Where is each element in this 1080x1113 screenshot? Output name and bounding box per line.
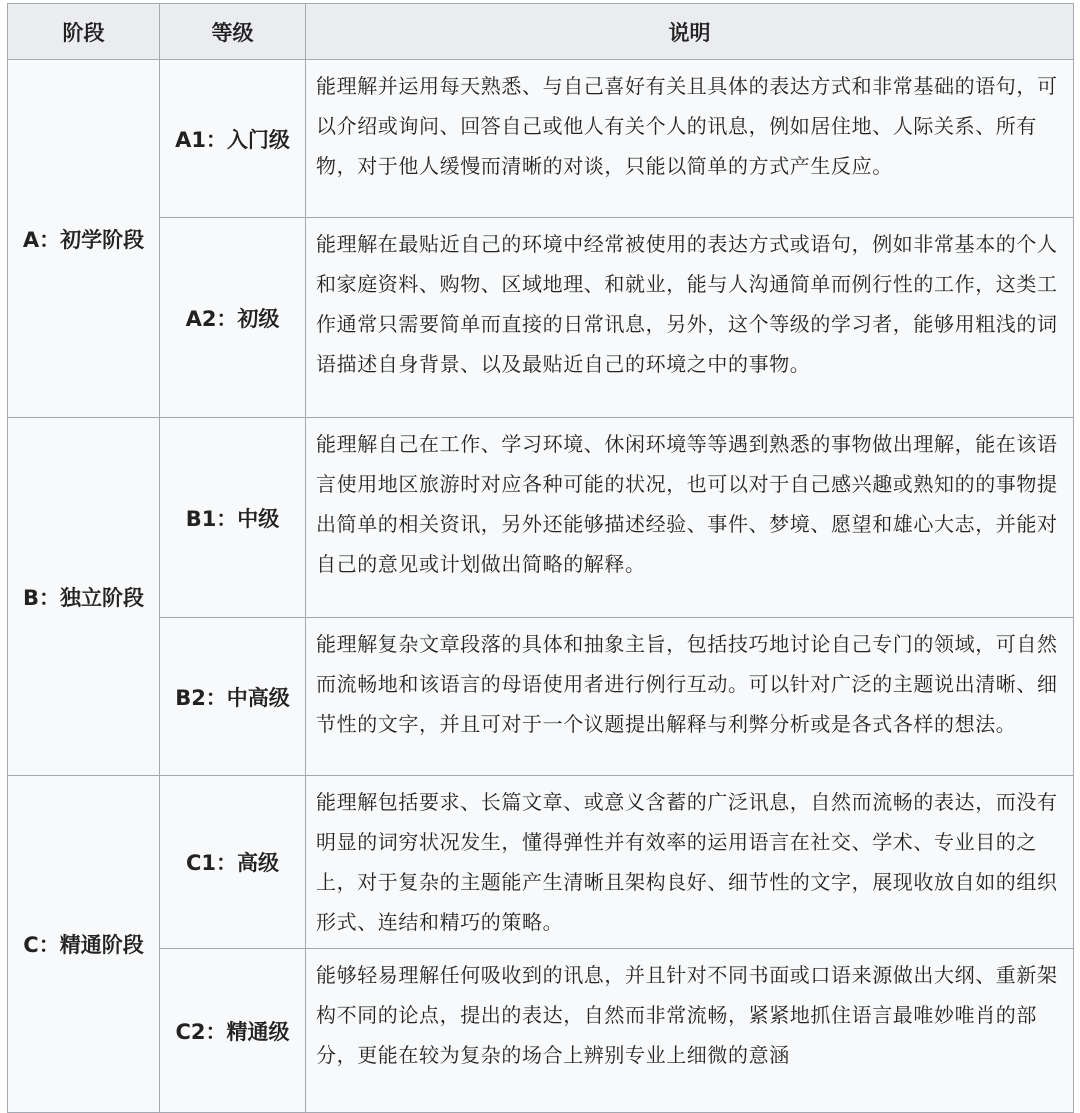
level-cell-c2: C2：精通级 xyxy=(160,949,306,1113)
description-cell-b1: 能理解自己在工作、学习环境、休闲环境等等遇到熟悉的事物做出理解，能在该语言使用地区旅游时对应各种可能的状况，也可以对于自己感兴趣或熟知的的事物提出简单的相关资讯，另外还能够描述经验、事件、梦境、愿望和雄心大志，并能对自己的意见或计划做出简略的解释。 xyxy=(306,418,1074,618)
level-cell-c1: C1：高级 xyxy=(160,776,306,949)
table-row xyxy=(8,949,1074,1113)
table-row xyxy=(8,60,1074,218)
level-cell-b1: B1：中级 xyxy=(160,418,306,618)
description-cell-a2: 能理解在最贴近自己的环境中经常被使用的表达方式或语句，例如非常基本的个人和家庭资料、购物、区域地理、和就业，能与人沟通简单而例行性的工作，这类工作通常只需要简单而直接的日常讯息，另外，这个等级的学习者，能够用粗浅的词语描述自身背景、以及最贴近自己的环境之中的事物。 xyxy=(306,218,1074,418)
level-cell-b2: B2：中高级 xyxy=(160,618,306,776)
table-row xyxy=(8,776,1074,949)
header-level: 等级 xyxy=(160,4,306,60)
stage-cell-a: A：初学阶段 xyxy=(8,60,160,418)
header-description: 说明 xyxy=(306,4,1074,60)
header-stage: 阶段 xyxy=(8,4,160,60)
cefr-levels-table xyxy=(7,3,1074,1113)
stage-cell-b: B：独立阶段 xyxy=(8,418,160,776)
level-cell-a2: A2：初级 xyxy=(160,218,306,418)
header-row xyxy=(8,4,1074,60)
description-cell-b2: 能理解复杂文章段落的具体和抽象主旨，包括技巧地讨论自己专门的领域，可自然而流畅地和该语言的母语使用者进行例行互动。可以针对广泛的主题说出清晰、细节性的文字，并且可对于一个议题提出解释与利弊分析或是各式各样的想法。 xyxy=(306,618,1074,776)
stage-cell-c: C：精通阶段 xyxy=(8,776,160,1113)
table-row xyxy=(8,418,1074,618)
description-cell-c1: 能理解包括要求、长篇文章、或意义含蓄的广泛讯息，自然而流畅的表达，而没有明显的词穷状况发生，懂得弹性并有效率的运用语言在社交、学术、专业目的之上，对于复杂的主题能产生清晰且架构良好、细节性的文字，展现收放自如的组织形式、连结和精巧的策略。 xyxy=(306,776,1074,949)
table-row xyxy=(8,618,1074,776)
level-cell-a1: A1：入门级 xyxy=(160,60,306,218)
table-row xyxy=(8,218,1074,418)
description-cell-c2: 能够轻易理解任何吸收到的讯息，并且针对不同书面或口语来源做出大纲、重新架构不同的论点，提出的表达，自然而非常流畅，紧紧地抓住语言最唯妙唯肖的部分，更能在较为复杂的场合上辨别专业上细微的意涵 xyxy=(306,949,1074,1113)
description-cell-a1: 能理解并运用每天熟悉、与自己喜好有关且具体的表达方式和非常基础的语句，可以介绍或询问、回答自己或他人有关个人的讯息，例如居住地、人际关系、所有物，对于他人缓慢而清晰的对谈，只能以简单的方式产生反应。 xyxy=(306,60,1074,218)
